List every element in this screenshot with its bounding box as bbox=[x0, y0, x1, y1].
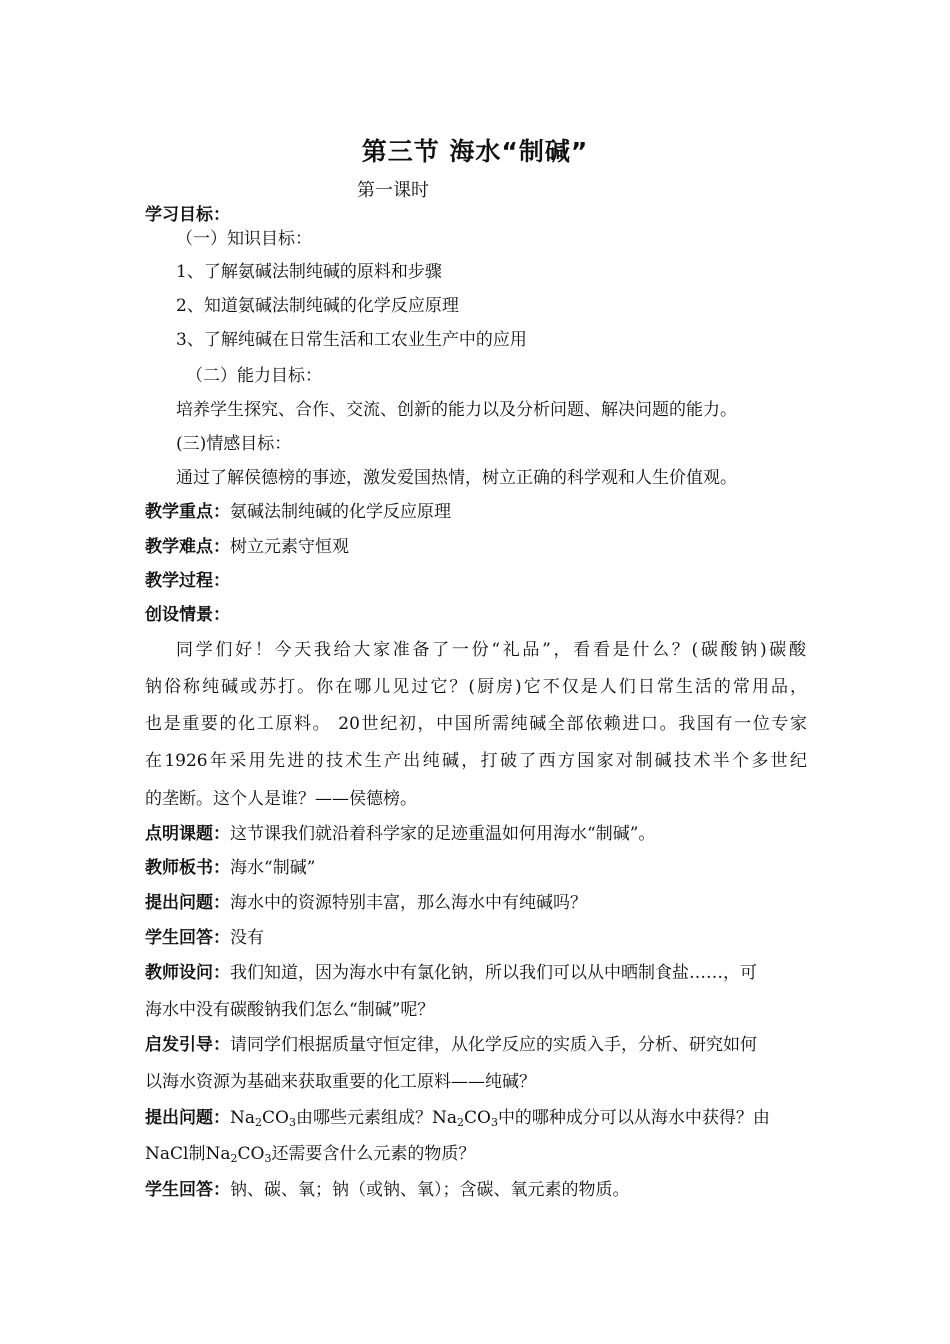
objectives-heading: 学习目标： bbox=[145, 205, 230, 225]
page-subtitle: 第一课时 bbox=[357, 180, 429, 201]
scenario-line: 也是重要的化工原料。 20世纪初，中国所需纯碱全部依赖进口。我国有一位专家 bbox=[145, 714, 807, 734]
board-row bbox=[145, 858, 815, 878]
page-title: 第三节 海水“制碱” bbox=[361, 137, 589, 166]
teacher-question-text: 我们知道，因为海水中有氯化钠，所以我们可以从中晒制食盐……，可 bbox=[230, 963, 757, 983]
answer-label: 学生回答： bbox=[145, 928, 230, 948]
difficulty-text: 树立元素守恒观 bbox=[230, 537, 349, 557]
guide-line: 以海水资源为基础来获取重要的化工原料——纯碱？ bbox=[145, 1072, 536, 1092]
board-label: 教师板书： bbox=[145, 858, 230, 878]
knowledge-heading: （一）知识目标： bbox=[176, 229, 312, 249]
question2-text: 由哪些元素组成？ bbox=[295, 1108, 432, 1128]
question2-text: 还需要含什么元素的物质？ bbox=[271, 1144, 476, 1164]
question2-row bbox=[145, 1108, 815, 1128]
guide-text: 请同学们根据质量守恒定律，从化学反应的实质入手，分析、研究如何 bbox=[230, 1035, 757, 1055]
ability-heading: （二）能力目标： bbox=[186, 366, 322, 386]
answer2-text: 钠、碳、氧；钠（或钠、氧）；含碳、氧元素的物质。 bbox=[230, 1180, 630, 1200]
difficulty-label: 教学难点： bbox=[145, 537, 230, 557]
scenario-label: 创设情景： bbox=[145, 605, 230, 625]
topic-text: 这节课我们就沿着科学家的足迹重温如何用海水“制碱”。 bbox=[230, 824, 656, 844]
board-text: 海水“制碱” bbox=[230, 858, 316, 878]
teacher-question-row bbox=[145, 963, 815, 983]
emotion-text: 通过了解侯德榜的事迹，激发爱国热情，树立正确的科学观和人生价值观。 bbox=[176, 468, 737, 488]
ability-text: 培养学生探究、合作、交流、创新的能力以及分析问题、解决问题的能力。 bbox=[176, 400, 737, 420]
focus-label: 教学重点： bbox=[145, 502, 230, 522]
teacher-question-label: 教师设问： bbox=[145, 963, 230, 983]
topic-row bbox=[145, 824, 815, 844]
question2-line bbox=[145, 1144, 815, 1164]
question-text: 海水中的资源特别丰富，那么海水中有纯碱吗？ bbox=[230, 893, 587, 913]
question2-text: 中的哪种成分可以从海水中获得？由 bbox=[497, 1108, 770, 1128]
teacher-question-line: 海水中没有碳酸钠我们怎么“制碱”呢？ bbox=[145, 1000, 435, 1020]
formula-na2co3: $Na_2CO_3$ bbox=[205, 1144, 272, 1165]
topic-label: 点明课题： bbox=[145, 824, 230, 844]
answer-text: 没有 bbox=[230, 928, 264, 948]
formula-nacl: NaCl bbox=[145, 1144, 189, 1164]
answer-row bbox=[145, 928, 815, 948]
question2-label: 提出问题： bbox=[145, 1108, 230, 1128]
emotion-heading: (三)情感目标： bbox=[176, 434, 292, 454]
scenario-line: 同学们好！今天我给大家准备了一份“礼品”，看看是什么？(碳酸钠)碳酸 bbox=[176, 640, 806, 660]
knowledge-item: 3、了解纯碱在日常生活和工农业生产中的应用 bbox=[176, 330, 527, 350]
question2-text: 制 bbox=[188, 1144, 206, 1164]
formula-na2co3: $Na_2CO_3$ bbox=[431, 1108, 498, 1129]
scenario-line: 在1926年采用先进的技术生产出纯碱，打破了西方国家对制碱技术半个多世纪 bbox=[145, 751, 807, 771]
focus-text: 氨碱法制纯碱的化学反应原理 bbox=[230, 502, 451, 522]
guide-row bbox=[145, 1035, 815, 1055]
formula-na2co3: $Na_2CO_3$ bbox=[230, 1108, 296, 1129]
question-row bbox=[145, 893, 815, 913]
question-label: 提出问题： bbox=[145, 893, 230, 913]
answer2-row bbox=[145, 1180, 815, 1200]
process-label: 教学过程： bbox=[145, 571, 230, 591]
guide-label: 启发引导： bbox=[145, 1035, 230, 1055]
knowledge-item: 2、知道氨碱法制纯碱的化学反应原理 bbox=[176, 296, 459, 316]
answer2-label: 学生回答： bbox=[145, 1180, 230, 1200]
focus-row bbox=[145, 502, 815, 522]
knowledge-item: 1、了解氨碱法制纯碱的原料和步骤 bbox=[176, 262, 442, 282]
scenario-line: 的垄断。这个人是谁？——侯德榜。 bbox=[145, 789, 417, 809]
scenario-line: 钠俗称纯碱或苏打。你在哪儿见过它？(厨房)它不仅是人们日常生活的常用品， bbox=[145, 677, 807, 697]
difficulty-row bbox=[145, 537, 815, 557]
